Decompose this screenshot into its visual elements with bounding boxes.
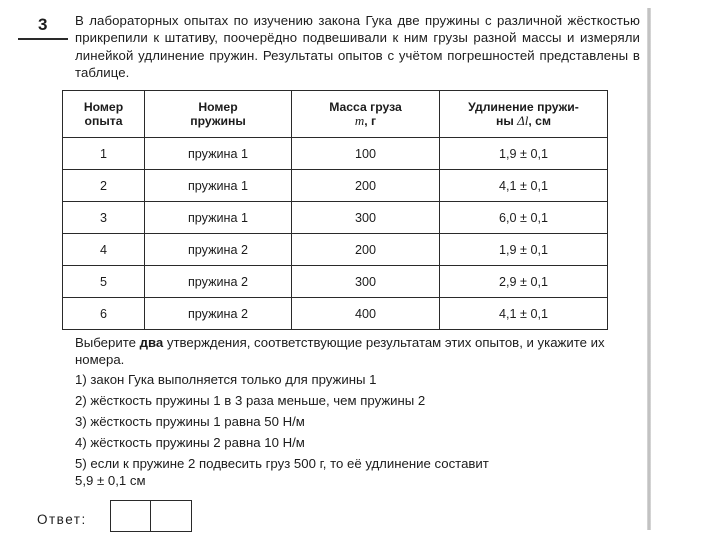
cell-elongation: 4,1 ± 0,1 bbox=[440, 298, 608, 330]
header-experiment-line2: опыта bbox=[84, 114, 123, 128]
header-spring-line1: Номер bbox=[198, 100, 238, 114]
header-elongation-prefix: ны bbox=[496, 114, 518, 128]
table-header-row bbox=[63, 91, 608, 138]
header-elongation bbox=[440, 91, 608, 138]
table-row bbox=[63, 266, 608, 298]
option-line: 5,9 ± 0,1 см bbox=[75, 473, 146, 488]
option-item: 1) закон Гука выполняется только для пружины 1 bbox=[75, 372, 377, 387]
cell-spring: пружина 2 bbox=[145, 298, 292, 330]
header-mass-unit: , г bbox=[364, 114, 377, 128]
task-number-underline bbox=[18, 38, 68, 40]
table-row bbox=[63, 298, 608, 330]
question-emphasis: два bbox=[139, 335, 164, 350]
margin-rule bbox=[647, 8, 651, 530]
table-row bbox=[63, 202, 608, 234]
cell-mass: 200 bbox=[292, 170, 440, 202]
table-row bbox=[63, 234, 608, 266]
question-prompt bbox=[75, 334, 640, 368]
results-table bbox=[62, 90, 608, 330]
answer-label: Ответ: bbox=[37, 512, 87, 527]
cell-experiment-number: 4 bbox=[63, 234, 145, 266]
cell-experiment-number: 6 bbox=[63, 298, 145, 330]
cell-mass: 300 bbox=[292, 202, 440, 234]
task-intro: В лабораторных опытах по изучению закона Гука две пружины с различной жёсткостью прикрепили к штативу, поочерёдно подвешивали к ним грузы разной массы и измеряли линейкой удлинение пружин. Результаты опытов с учётом погрешностей представлены в таблице. bbox=[75, 13, 640, 81]
header-mass-line1: Масса груза bbox=[329, 100, 402, 114]
table-row bbox=[63, 138, 608, 170]
answer-box-second[interactable] bbox=[150, 500, 192, 532]
header-spring-number bbox=[145, 91, 292, 138]
header-mass bbox=[292, 91, 440, 138]
cell-experiment-number: 5 bbox=[63, 266, 145, 298]
cell-spring: пружина 2 bbox=[145, 234, 292, 266]
cell-spring: пружина 1 bbox=[145, 202, 292, 234]
cell-spring: пружина 1 bbox=[145, 170, 292, 202]
answer-box-first[interactable] bbox=[110, 500, 152, 532]
cell-mass: 400 bbox=[292, 298, 440, 330]
cell-mass: 100 bbox=[292, 138, 440, 170]
header-elongation-unit: , см bbox=[528, 114, 551, 128]
cell-mass: 300 bbox=[292, 266, 440, 298]
table-row bbox=[63, 170, 608, 202]
option-item: 3) жёсткость пружины 1 равна 50 Н/м bbox=[75, 414, 305, 429]
cell-experiment-number: 1 bbox=[63, 138, 145, 170]
cell-mass: 200 bbox=[292, 234, 440, 266]
cell-elongation: 4,1 ± 0,1 bbox=[440, 170, 608, 202]
cell-experiment-number: 2 bbox=[63, 170, 145, 202]
header-elongation-line1: Удлинение пружи- bbox=[468, 100, 579, 114]
answer-options-list bbox=[75, 371, 640, 493]
cell-elongation: 6,0 ± 0,1 bbox=[440, 202, 608, 234]
header-spring-line2: пружины bbox=[190, 114, 246, 128]
header-experiment-line1: Номер bbox=[83, 100, 124, 114]
header-mass-symbol: m bbox=[354, 113, 365, 128]
cell-spring: пружина 2 bbox=[145, 266, 292, 298]
cell-spring: пружина 1 bbox=[145, 138, 292, 170]
option-item bbox=[75, 455, 640, 489]
header-elongation-symbol: Δl bbox=[517, 113, 529, 128]
option-line: 5) если к пружине 2 подвесить груз 500 г, то её удлинение составит bbox=[75, 456, 489, 471]
question-after: утверждения, соответствующие результатам этих опытов, и укажите их номера. bbox=[75, 335, 605, 367]
cell-elongation: 1,9 ± 0,1 bbox=[440, 138, 608, 170]
task-number: 3 bbox=[38, 15, 48, 34]
option-item: 2) жёсткость пружины 1 в 3 раза меньше, чем пружины 2 bbox=[75, 393, 426, 408]
question-before: Выберите bbox=[75, 335, 140, 350]
cell-elongation: 2,9 ± 0,1 bbox=[440, 266, 608, 298]
option-item: 4) жёсткость пружины 2 равна 10 Н/м bbox=[75, 435, 305, 450]
cell-experiment-number: 3 bbox=[63, 202, 145, 234]
cell-elongation: 1,9 ± 0,1 bbox=[440, 234, 608, 266]
header-experiment-number bbox=[63, 91, 145, 138]
